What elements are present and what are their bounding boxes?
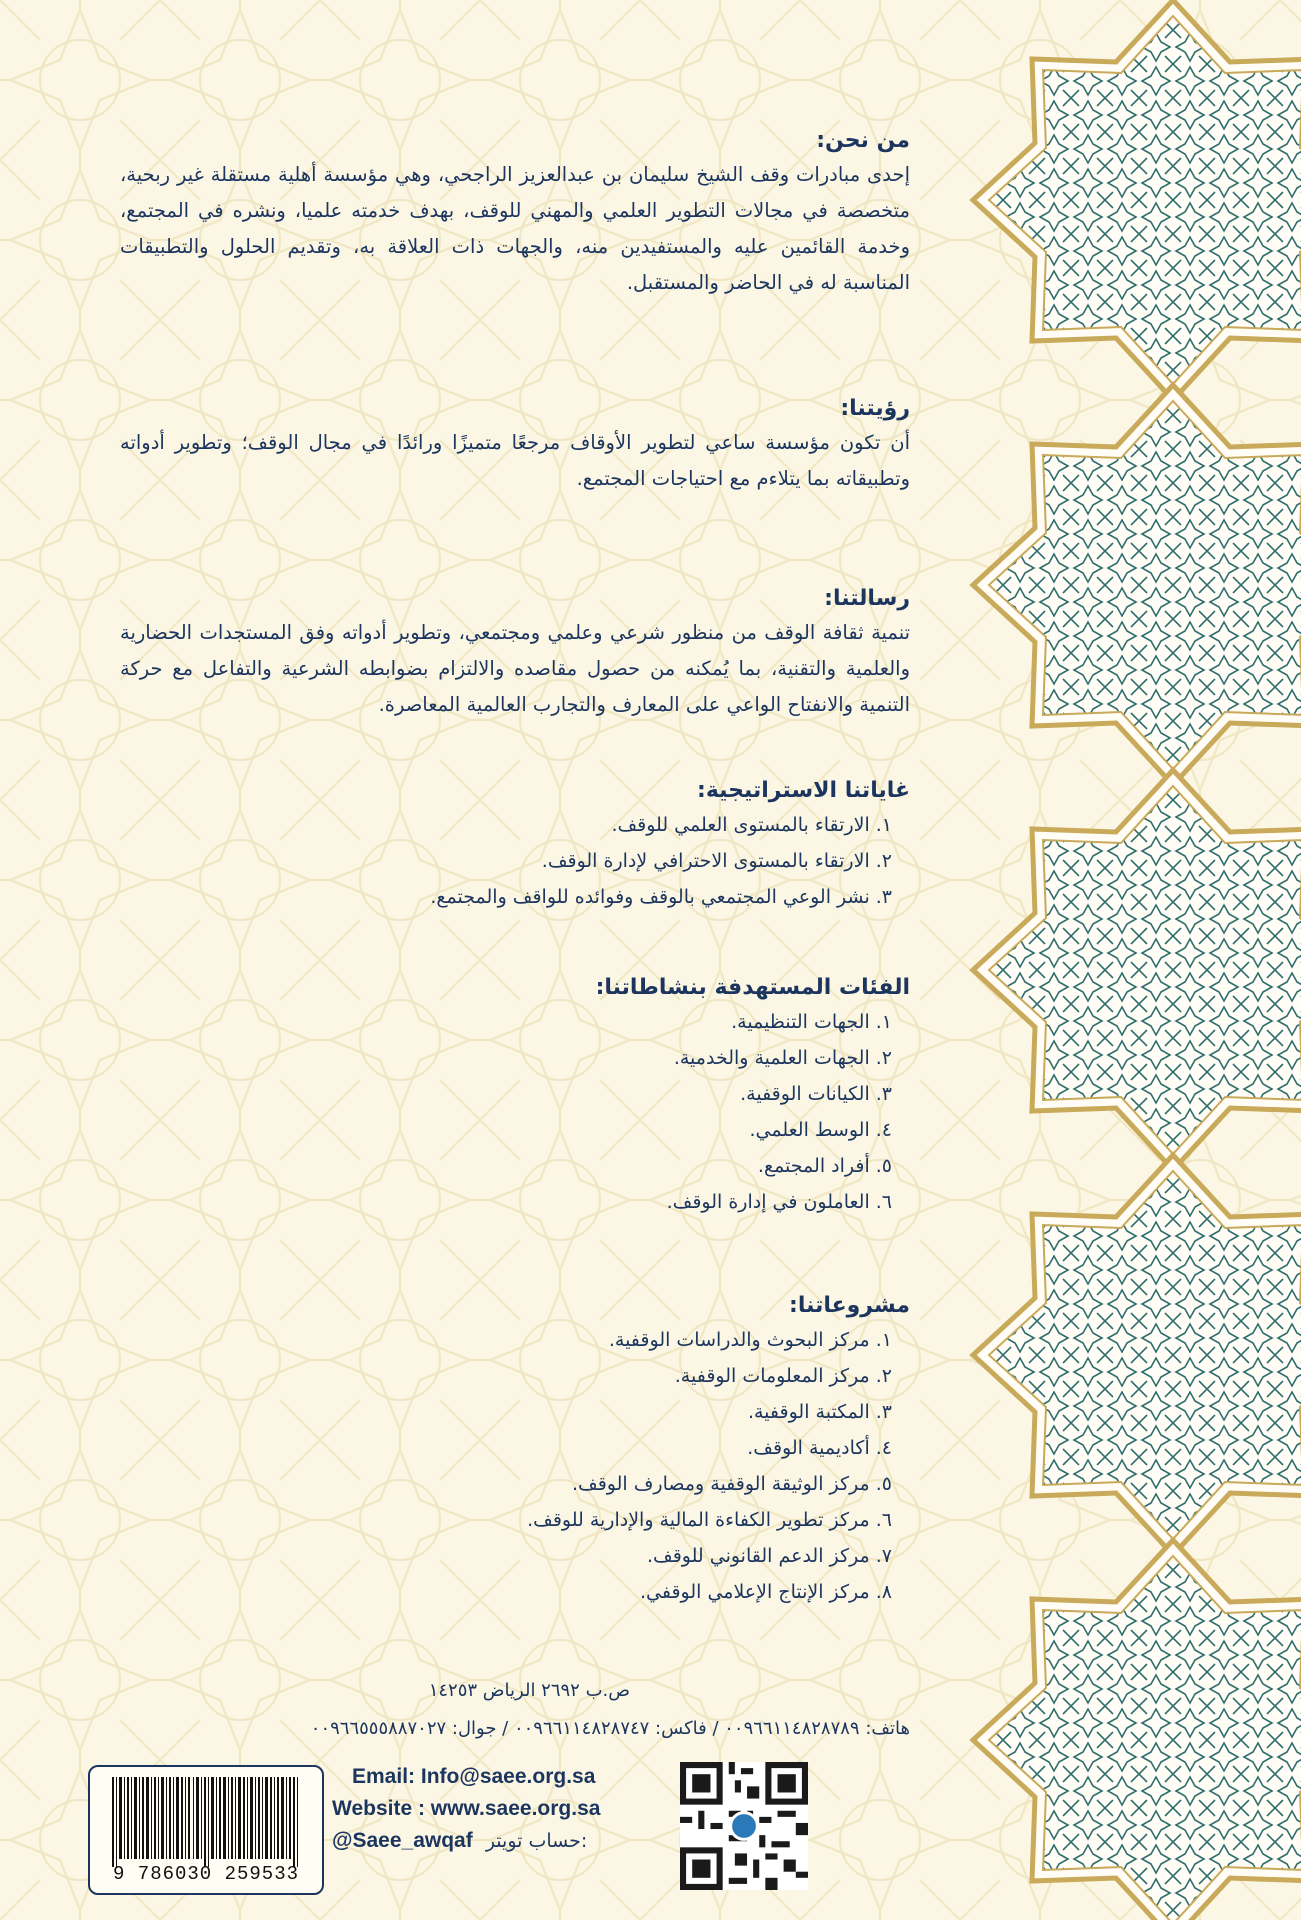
list-item: ٣.نشر الوعي المجتمعي بالوقف وفوائده للواقف والمجتمع. [430, 886, 892, 908]
about-body: إحدى مبادرات وقف الشيخ سليمان بن عبدالعزيز الراجحي، وهي مؤسسة أهلية مستقلة غير ربحية، متخصصة في مجالات التطوير العلمي والمهني للوقف، بهدف خدمته علميا، ونشره في المجتمع، وخدمة القائمين عليه والمستفيدين منه، والجهات ذات العلاقة به، وتقديم الحلول والتطبيقات المناسبة له في الحاضر والمستقبل. [120, 163, 910, 294]
vision-heading: رؤيتنا: [840, 396, 910, 421]
projects-list [120, 1322, 910, 1610]
isbn-barcode [88, 1765, 324, 1895]
about-heading: من نحن: [816, 128, 910, 153]
targets-heading: الفئات المستهدفة بنشاطاتنا: [595, 975, 910, 1000]
targets-section [120, 975, 910, 1220]
list-item: ٦.العاملون في إدارة الوقف. [666, 1191, 892, 1213]
list-item: ٣.المكتبة الوقفية. [747, 1401, 892, 1423]
targets-list [120, 1004, 910, 1220]
vision-section [120, 396, 910, 497]
star-ornament-1 [973, 0, 1301, 400]
mission-body: تنمية ثقافة الوقف من منظور شرعي وعلمي ومجتمعي، وتطوير أدواته وفق المستجدات الحضارية والعلمية والتقنية، بما يُمكنه من حصول مقاصده والالتزام بضوابطه الشرعية والتفاعل مع حركة التنمية والانفتاح الواعي على المعارف والتجارب العالمية المعاصرة. [120, 621, 910, 716]
isbn-number: 9 786030 259533 [112, 1863, 300, 1885]
star-ornament-2 [973, 385, 1301, 785]
po-box: ص.ب ٢٦٩٢ الرياض ١٤٢٥٣ [428, 1680, 630, 1701]
about-section [120, 128, 910, 301]
twitter-label: حساب تويتر: [485, 1830, 588, 1852]
twitter-handle[interactable]: @Saee_awqaf [332, 1829, 473, 1852]
list-item: ٦.مركز تطوير الكفاءة المالية والإدارية للوقف. [527, 1509, 892, 1531]
list-item: ٢.الارتقاء بالمستوى الاحترافي لإدارة الوقف. [541, 850, 892, 872]
mission-section [120, 586, 910, 723]
goals-list [120, 807, 910, 915]
list-item: ٤.أكاديمية الوقف. [747, 1437, 892, 1459]
star-ornament-4 [973, 1155, 1301, 1555]
goals-section [120, 778, 910, 915]
star-ornament-3 [973, 770, 1301, 1170]
list-item: ١.الجهات التنظيمية. [731, 1011, 892, 1033]
email-link[interactable]: Email: Info@saee.org.sa [352, 1765, 596, 1788]
list-item: ٥.مركز الوثيقة الوقفية ومصارف الوقف. [572, 1473, 892, 1495]
star-ornament-5 [973, 1540, 1301, 1920]
projects-section [120, 1293, 910, 1610]
list-item: ١.الارتقاء بالمستوى العلمي للوقف. [611, 814, 892, 836]
decorative-stars-column [955, 0, 1301, 1920]
goals-heading: غاياتنا الاستراتيجية: [697, 778, 910, 803]
twitter-row [332, 1829, 587, 1859]
website-link[interactable]: Website : www.saee.org.sa [332, 1797, 601, 1820]
list-item: ٧.مركز الدعم القانوني للوقف. [647, 1545, 892, 1567]
list-item: ٨.مركز الإنتاج الإعلامي الوقفي. [639, 1581, 892, 1603]
list-item: ٥.أفراد المجتمع. [757, 1155, 892, 1177]
projects-heading: مشروعاتنا: [789, 1293, 910, 1318]
list-item: ٢.الجهات العلمية والخدمية. [673, 1047, 892, 1069]
list-item: ٣.الكيانات الوقفية. [740, 1083, 892, 1105]
list-item: ١.مركز البحوث والدراسات الوقفية. [608, 1329, 892, 1351]
mission-heading: رسالتنا: [824, 586, 910, 611]
vision-body: أن تكون مؤسسة ساعي لتطوير الأوقاف مرجعًا متميزًا ورائدًا في مجال الوقف؛ وتطوير أدواته وتطبيقاته بما يتلاءم مع احتياجات المجتمع. [120, 431, 910, 490]
list-item: ٤.الوسط العلمي. [749, 1119, 892, 1141]
phone-numbers: هاتف: ٠٠٩٦٦١١٤٨٢٨٧٨٩ / فاكس: ٠٠٩٦٦١١٤٨٢٨٧٤٧ / جوال: ٠٠٩٦٦٥٥٥٨٨٧٠٢٧ [310, 1718, 910, 1739]
list-item: ٢.مركز المعلومات الوقفية. [674, 1365, 892, 1387]
qr-code[interactable] [680, 1762, 808, 1890]
